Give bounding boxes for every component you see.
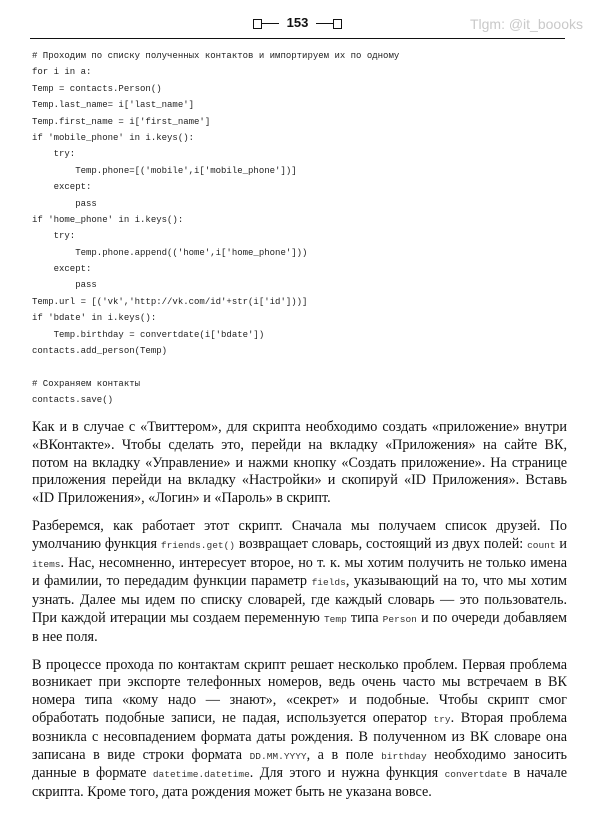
code-line: if 'bdate' in i.keys(): [32,313,157,324]
text-run: Как и в случае с «Твиттером», для скрипта необходимо создать «приложение» внутри «ВКонтакте». Чтобы сделать это, перейди на вкладку «Приложения» на сайте ВК, потом на вкладку «Управление» и нажми кнопку «Создать приложение». На странице приложения перейди на вкладку «Настройки» и скопируй «ID Приложения». Вставь «ID Приложения», «Логин» и «Пароль» в скрипт. [32,419,567,507]
text-run: , указывающий на то, что мы хотим узнать. Далее мы идем по списку словарей, где каждый словарь — это пользователь. При каждой итерации мы создаем переменную [32,573,567,626]
code-line: except: [32,182,92,193]
inline-code: datetime.datetime [152,769,250,781]
paragraph [32,657,567,802]
text-run: Разберемся, как работает этот скрипт. Сначала мы получаем список друзей. По умолчанию функция [32,517,567,552]
code-line: Temp.phone.append(('home',i['home_phone'])) [32,247,308,258]
code-line: Temp.last_name= i['last_name'] [32,100,195,111]
code-line: Temp.birthday = convertdate(i['bdate']) [32,329,265,340]
page-header [30,12,583,39]
code-line: Temp.first_name = i['first_name'] [32,116,211,127]
watermark: Tlgm: @it_boooks [469,16,583,32]
ornament-dash [262,23,279,24]
ornament-box-icon [333,19,342,29]
inline-code: fields [311,577,346,589]
paragraph [32,518,567,647]
text-run: в начале скрипта. Кроме того, дата рождения может быть не указана вовсе. [32,765,568,801]
inline-code: friends.get() [160,539,236,551]
code-line: except: [32,264,92,275]
text-run: и по очереди добавляем в нее поля. [32,609,567,645]
code-line: Temp.url = [('vk','http://vk.com/id'+str(i['id']))] [32,296,308,307]
paragraph [32,419,567,508]
code-line: contacts.add_person(Temp) [32,346,168,357]
text-run: и [555,535,568,552]
text-run: . Вторая проблема возникла с несовпадением формата даты рождения. В полученном из ВК словаре она записана в виде строки формата [32,709,567,763]
text-run: необходимо заносить данные в формате [32,746,567,782]
inline-code: Person [382,613,417,625]
code-line: try: [32,149,76,160]
text-run: . Нас, несомненно, интересует второе, но т. к. мы хотим получить не только имена и фамилии, то передадим функции параметр [32,554,567,590]
code-line: # Сохраняем контакты [32,378,141,389]
inline-code: birthday [381,750,427,762]
code-line: contacts.save() [32,395,114,406]
body-text [32,419,567,812]
code-line: for i in a: [32,67,92,78]
code-line [32,359,399,375]
inline-code: convertdate [444,769,508,781]
code-line: if 'home_phone' in i.keys(): [32,214,184,225]
inline-code: count [527,539,556,551]
code-line: if 'mobile_phone' in i.keys(): [32,132,195,143]
code-line: pass [32,280,97,291]
text-run: типа [346,609,383,626]
ornament-box-icon [253,19,262,29]
ornament-dash [316,23,333,24]
inline-code: items [32,558,61,570]
code-line: pass [32,198,97,209]
inline-code: try [433,713,451,725]
page-number: 153 [286,15,309,30]
code-line: Temp = contacts.Person() [32,83,162,94]
code-listing [32,48,399,409]
code-line: Temp.phone=[('mobile',i['mobile_phone'])] [32,165,297,176]
text-run: В процессе прохода по контактам скрипт решает несколько проблем. Первая проблема возникает при экспорте телефонных номеров, ведь очень часто мы встречаем в ВК номера типа «кому надо — знают», «секрет» и подобные. Чтобы скрипт смог обработать подобные записи, не падая, используется оператор [32,656,567,726]
inline-code: DD.MM.YYYY [249,750,307,762]
text-run: возвращает словарь, состоящий из двух полей: [235,535,528,552]
text-run: . Для этого и нужна функция [249,765,445,782]
code-line: # Проходим по списку полученных контактов и импортируем их по одному [32,51,400,61]
code-line: try: [32,231,76,242]
inline-code: Temp [323,613,347,625]
text-run: , а в поле [306,746,382,763]
